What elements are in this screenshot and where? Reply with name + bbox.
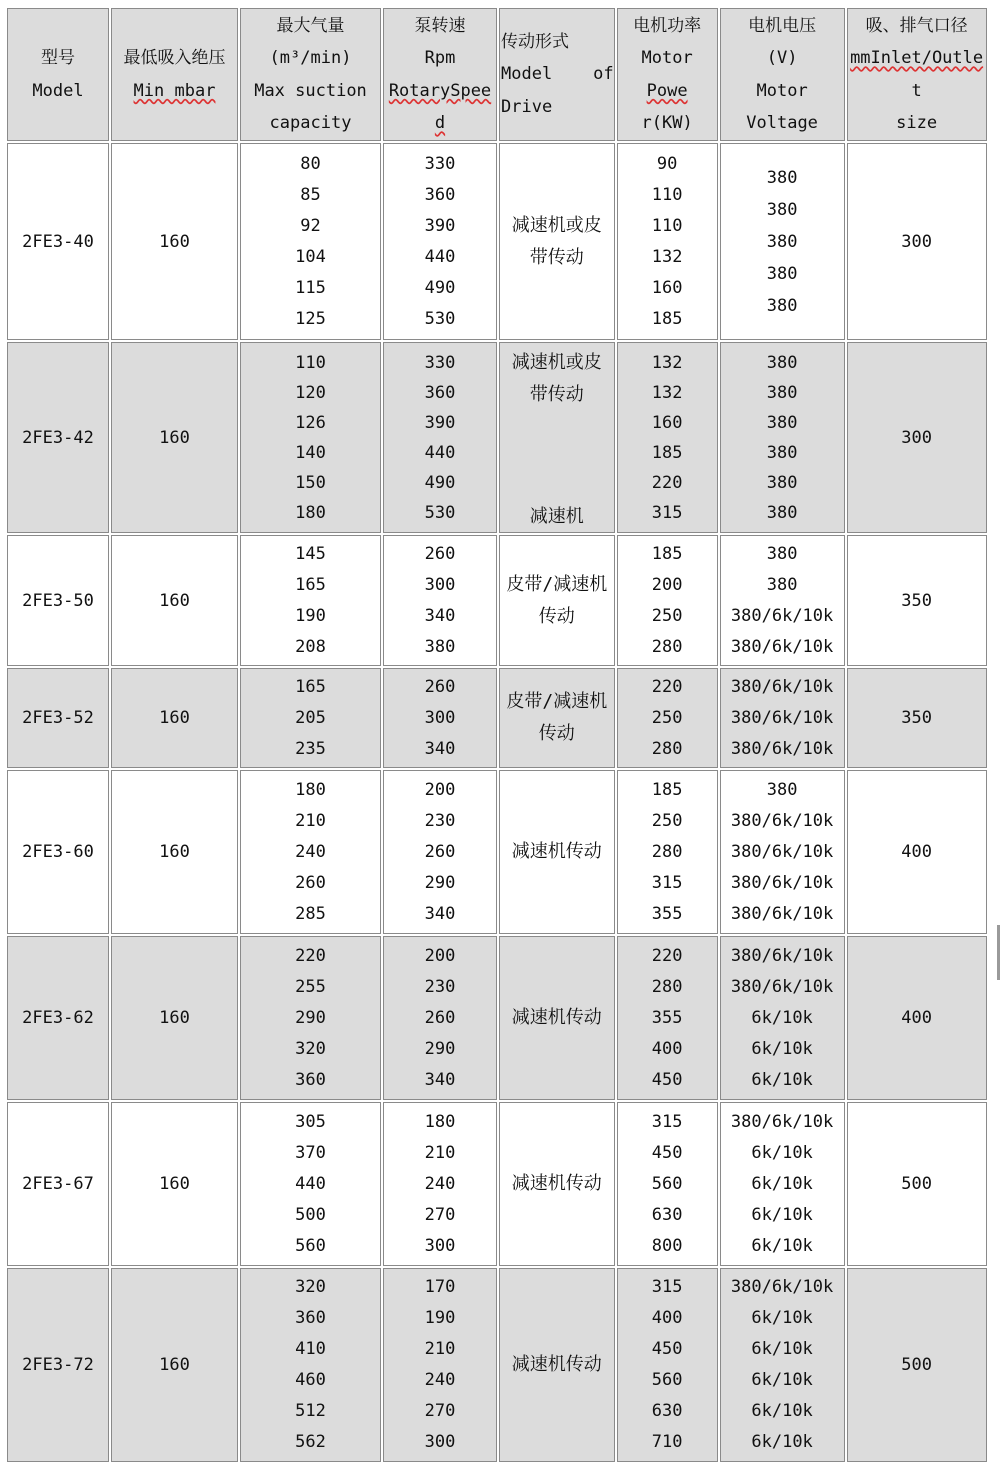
power-cell-value: 132: [651, 352, 683, 373]
power-cell-value: 630: [651, 1401, 683, 1421]
speed-cell-value: 300: [424, 707, 456, 728]
power-cell-value: 132: [651, 246, 683, 267]
pressure-cell: 160: [111, 535, 238, 666]
header-speed-en2: d: [434, 113, 446, 133]
voltage-cell-value: 380: [766, 167, 798, 188]
power-cell: [617, 535, 718, 666]
header-power-cn: 电机功率: [633, 15, 702, 36]
power-cell-value: 110: [651, 215, 683, 236]
speed-cell-value: 490: [424, 277, 456, 298]
power-cell-value: 630: [651, 1204, 683, 1225]
voltage-cell-value: 380/6k/10k: [730, 676, 834, 697]
voltage-cell-value: 6k/10k: [751, 1173, 813, 1194]
speed-cell-value: 490: [424, 472, 456, 493]
header-capacity-en: Max suction: [254, 80, 367, 101]
power-cell: [617, 668, 718, 768]
speed-cell-value: 340: [424, 903, 456, 924]
pressure-cell: 160: [111, 770, 238, 934]
voltage-cell-value: 380/6k/10k: [730, 841, 834, 862]
capacity-cell-value: 285: [295, 903, 326, 924]
capacity-cell: [240, 342, 381, 533]
drive-cell: [499, 535, 615, 666]
port-cell: 500: [847, 1268, 987, 1462]
speed-cell-value: 230: [424, 810, 456, 831]
speed-cell-value: 210: [424, 1142, 456, 1163]
capacity-cell-value: 110: [295, 352, 326, 373]
voltage-cell-value: 380/6k/10k: [730, 810, 834, 831]
capacity-cell-value: 410: [295, 1339, 326, 1359]
header-voltage-cn: 电机电压: [748, 15, 817, 36]
voltage-cell-value: 380/6k/10k: [730, 707, 834, 728]
capacity-cell-value: 240: [295, 841, 326, 862]
power-cell-value: 450: [651, 1339, 683, 1359]
speed-cell-value: 260: [424, 676, 456, 697]
power-cell-value: 400: [651, 1308, 683, 1328]
voltage-cell: [720, 770, 845, 934]
speed-cell-value: 270: [424, 1204, 456, 1225]
drive-cell: [499, 342, 615, 533]
model-cell: 2FE3-50: [7, 535, 109, 666]
speed-cell: [383, 535, 497, 666]
power-cell-value: 110: [651, 184, 683, 205]
voltage-cell-value: 380: [766, 199, 798, 220]
table-header: [7, 8, 987, 141]
power-cell-value: 220: [651, 945, 683, 966]
capacity-cell-value: 210: [295, 810, 326, 831]
header-port-en2: t: [911, 80, 922, 101]
power-cell-value: 280: [651, 841, 683, 862]
speed-cell-value: 290: [424, 872, 456, 893]
voltage-cell-value: 380: [766, 352, 798, 373]
header-drive: [499, 8, 615, 141]
header-model: [7, 8, 109, 141]
voltage-cell-value: 380/6k/10k: [730, 976, 834, 997]
port-cell: 300: [847, 143, 987, 340]
header-min-pressure-en: Min mbar: [133, 80, 216, 101]
capacity-cell: [240, 668, 381, 768]
speed-cell-value: 270: [424, 1401, 456, 1421]
header-port-en: mmInlet/Outle: [850, 48, 984, 68]
speed-cell-value: 330: [424, 352, 456, 373]
drive-text: 皮带/减速机传动: [506, 573, 608, 627]
capacity-cell-value: 220: [295, 945, 326, 966]
capacity-cell-value: 180: [295, 779, 326, 800]
drive-text: 减速机传动: [511, 1173, 602, 1194]
header-voltage-en: Motor: [756, 80, 808, 101]
header-drive-cn: 传动形式: [501, 31, 569, 52]
power-cell-value: 185: [651, 543, 683, 564]
speed-cell-value: 170: [424, 1277, 456, 1297]
speed-cell-value: 260: [424, 1007, 456, 1028]
voltage-cell-value: 6k/10k: [751, 1370, 813, 1390]
drive-cell: [499, 1268, 615, 1462]
voltage-cell: [720, 143, 845, 340]
capacity-cell: [240, 535, 381, 666]
capacity-cell-value: 460: [295, 1370, 326, 1390]
voltage-cell-value: 380/6k/10k: [730, 1277, 834, 1297]
model-cell: 2FE3-60: [7, 770, 109, 934]
speed-cell-value: 180: [424, 1111, 456, 1132]
power-cell-value: 250: [651, 707, 683, 728]
table-row: [7, 1102, 987, 1266]
capacity-cell-value: 150: [295, 472, 326, 493]
drive-cell: [499, 668, 615, 768]
capacity-cell-value: 290: [295, 1007, 326, 1028]
capacity-cell-value: 208: [295, 636, 326, 657]
capacity-cell-value: 260: [295, 872, 326, 893]
header-model-en: Model: [32, 80, 84, 101]
speed-cell-value: 360: [424, 382, 456, 403]
header-voltage-unit: (V): [766, 48, 798, 68]
capacity-cell-value: 126: [295, 412, 326, 433]
power-cell-value: 280: [651, 738, 683, 759]
speed-cell: [383, 936, 497, 1100]
speed-cell-value: 360: [424, 184, 456, 205]
power-cell-value: 250: [651, 810, 683, 831]
voltage-cell-value: 380/6k/10k: [730, 872, 834, 893]
capacity-cell: [240, 1102, 381, 1266]
voltage-cell-value: 6k/10k: [751, 1308, 813, 1328]
capacity-cell-value: 92: [300, 215, 321, 236]
voltage-cell-value: 380/6k/10k: [730, 636, 834, 657]
capacity-cell: [240, 936, 381, 1100]
power-cell-value: 560: [651, 1173, 683, 1194]
capacity-cell-value: 370: [295, 1142, 326, 1163]
voltage-cell-value: 6k/10k: [751, 1038, 813, 1059]
model-cell: 2FE3-52: [7, 668, 109, 768]
model-cell: 2FE3-67: [7, 1102, 109, 1266]
power-cell-value: 450: [651, 1142, 683, 1163]
power-cell-value: 200: [651, 574, 683, 595]
speed-cell-value: 340: [424, 605, 456, 626]
speed-cell-value: 190: [424, 1308, 456, 1328]
voltage-cell: [720, 668, 845, 768]
voltage-cell-value: 380/6k/10k: [730, 605, 834, 626]
voltage-cell-value: 380/6k/10k: [730, 903, 834, 924]
voltage-cell: [720, 535, 845, 666]
voltage-cell-value: 380: [766, 231, 798, 252]
port-cell: 350: [847, 535, 987, 666]
power-cell-value: 220: [651, 472, 683, 493]
table-row: [7, 143, 987, 340]
capacity-cell-value: 512: [295, 1401, 326, 1421]
power-cell-value: 355: [651, 903, 683, 924]
speed-cell-value: 230: [424, 976, 456, 997]
speed-cell-value: 240: [424, 1370, 456, 1390]
speed-cell-value: 390: [424, 215, 456, 236]
capacity-cell-value: 120: [295, 382, 326, 403]
voltage-cell-value: 380: [766, 472, 798, 493]
power-cell: [617, 936, 718, 1100]
speed-cell-value: 530: [424, 308, 456, 329]
capacity-cell-value: 140: [295, 442, 326, 463]
capacity-cell-value: 165: [295, 574, 326, 595]
power-cell: [617, 1268, 718, 1462]
capacity-cell-value: 305: [295, 1111, 326, 1132]
header-drive-en2: Drive: [501, 96, 553, 117]
power-cell-value: 280: [651, 636, 683, 657]
voltage-cell-value: 380/6k/10k: [730, 945, 834, 966]
drive-text: 减速机或皮带传动: [511, 352, 602, 405]
capacity-cell-value: 190: [295, 605, 326, 626]
capacity-cell-value: 360: [295, 1069, 326, 1090]
power-cell-value: 160: [651, 277, 683, 298]
speed-cell-value: 200: [424, 779, 456, 800]
voltage-cell: [720, 1102, 845, 1266]
model-cell: 2FE3-62: [7, 936, 109, 1100]
capacity-cell-value: 235: [295, 738, 326, 759]
pressure-cell: 160: [111, 936, 238, 1100]
header-capacity-en2: capacity: [269, 113, 352, 133]
speed-cell-value: 260: [424, 543, 456, 564]
header-model-cn: 型号: [41, 48, 75, 68]
capacity-cell: [240, 1268, 381, 1462]
port-cell: 400: [847, 936, 987, 1100]
power-cell-value: 280: [651, 976, 683, 997]
speed-cell-value: 330: [424, 153, 456, 174]
speed-cell-value: 210: [424, 1339, 456, 1359]
pressure-cell: 160: [111, 342, 238, 533]
model-cell: 2FE3-42: [7, 342, 109, 533]
speed-cell-value: 240: [424, 1173, 456, 1194]
power-cell-value: 132: [651, 382, 683, 403]
drive-cell: [499, 1102, 615, 1266]
power-cell-value: 560: [651, 1370, 683, 1390]
voltage-cell: [720, 1268, 845, 1462]
drive-text: 减速机或皮带传动: [511, 214, 602, 268]
power-cell-value: 315: [651, 1111, 683, 1132]
capacity-cell: [240, 143, 381, 340]
header-power-en2: Powe: [646, 80, 688, 101]
pressure-cell: 160: [111, 668, 238, 768]
capacity-cell-value: 205: [295, 707, 326, 728]
speed-cell-value: 290: [424, 1038, 456, 1059]
drive-text: 减速机传动: [511, 1354, 602, 1375]
voltage-cell-value: 6k/10k: [751, 1142, 813, 1163]
speed-cell: [383, 342, 497, 533]
power-cell-value: 315: [651, 1277, 683, 1297]
table-row: [7, 1268, 987, 1462]
speed-cell-value: 530: [424, 502, 456, 523]
voltage-cell-value: 6k/10k: [751, 1069, 813, 1090]
capacity-cell-value: 145: [295, 543, 326, 564]
capacity-cell-value: 125: [295, 308, 326, 329]
drive-text: 皮带/减速机传动: [506, 691, 608, 744]
voltage-cell-value: 380: [766, 779, 798, 800]
model-cell: 2FE3-40: [7, 143, 109, 340]
capacity-cell-value: 180: [295, 502, 326, 523]
capacity-cell-value: 80: [300, 153, 321, 174]
capacity-cell-value: 440: [295, 1173, 326, 1194]
voltage-cell-value: 380/6k/10k: [730, 1111, 834, 1132]
header-voltage: [720, 8, 845, 141]
power-cell-value: 800: [651, 1235, 683, 1256]
capacity-cell-value: 165: [295, 676, 326, 697]
drive-cell: [499, 770, 615, 934]
voltage-cell-value: 380: [766, 263, 798, 284]
capacity-cell: [240, 770, 381, 934]
drive-cell: [499, 143, 615, 340]
header-capacity-cn: 最大气量: [276, 15, 345, 36]
capacity-cell-value: 500: [295, 1204, 326, 1225]
power-cell-value: 185: [651, 308, 683, 329]
capacity-cell-value: 560: [295, 1235, 326, 1256]
speed-cell-value: 300: [424, 1432, 456, 1452]
table-row: [7, 342, 987, 533]
power-cell-value: 315: [651, 872, 683, 893]
table-row: [7, 770, 987, 934]
capacity-cell-value: 255: [295, 976, 326, 997]
power-cell-value: 250: [651, 605, 683, 626]
capacity-cell-value: 115: [295, 277, 326, 298]
capacity-cell-value: 320: [295, 1277, 326, 1297]
header-power: [617, 8, 718, 141]
header-port: [847, 8, 987, 141]
speed-cell-value: 340: [424, 1069, 456, 1090]
voltage-cell-value: 6k/10k: [751, 1204, 813, 1225]
header-speed: [383, 8, 497, 141]
speed-cell-value: 300: [424, 574, 456, 595]
power-cell-value: 185: [651, 779, 683, 800]
power-cell: [617, 143, 718, 340]
header-min-pressure: [111, 8, 238, 141]
drive-text: 减速机传动: [511, 1007, 602, 1028]
header-port-cn: 吸、排气口径: [865, 15, 968, 36]
voltage-cell-value: 380: [766, 502, 798, 523]
port-cell: 400: [847, 770, 987, 934]
power-cell-value: 400: [651, 1038, 683, 1059]
capacity-cell-value: 320: [295, 1038, 326, 1059]
voltage-cell-value: 380: [766, 442, 798, 463]
capacity-cell-value: 360: [295, 1308, 326, 1328]
capacity-cell-value: 562: [295, 1432, 326, 1452]
speed-cell-value: 440: [424, 246, 456, 267]
voltage-cell-value: 380: [766, 543, 798, 564]
header-speed-cn: 泵转速: [414, 15, 466, 36]
header-capacity-unit: (m³/min): [269, 48, 352, 68]
voltage-cell-value: 380: [766, 412, 798, 433]
power-cell-value: 90: [656, 153, 678, 174]
power-cell: [617, 770, 718, 934]
power-cell-value: 710: [651, 1432, 683, 1452]
header-speed-en: RotarySpee: [388, 80, 492, 101]
speed-cell-value: 440: [424, 442, 456, 463]
power-cell: [617, 342, 718, 533]
header-voltage-en2: Voltage: [746, 113, 818, 133]
capacity-cell-value: 104: [295, 246, 326, 267]
voltage-cell: [720, 342, 845, 533]
voltage-cell-value: 6k/10k: [751, 1432, 813, 1452]
power-cell: [617, 1102, 718, 1266]
voltage-cell: [720, 936, 845, 1100]
drive-text-secondary: 减速机: [529, 506, 584, 527]
speed-cell: [383, 668, 497, 768]
header-speed-unit: Rpm: [424, 48, 456, 68]
header-capacity: [240, 8, 381, 141]
speed-cell: [383, 1268, 497, 1462]
voltage-cell-value: 6k/10k: [751, 1401, 813, 1421]
table-row: [7, 535, 987, 666]
drive-text: 减速机传动: [511, 841, 602, 862]
table-row: [7, 936, 987, 1100]
header-power-en: Motor: [641, 48, 693, 68]
model-cell: 2FE3-72: [7, 1268, 109, 1462]
power-cell-value: 160: [651, 412, 683, 433]
pressure-cell: 160: [111, 1102, 238, 1266]
speed-cell: [383, 143, 497, 340]
pressure-cell: 160: [111, 143, 238, 340]
power-cell-value: 450: [651, 1069, 683, 1090]
power-cell-value: 355: [651, 1007, 683, 1028]
table-body: [7, 143, 987, 1462]
pump-spec-table: [5, 6, 989, 1464]
voltage-cell-value: 6k/10k: [751, 1339, 813, 1359]
power-cell-value: 315: [651, 502, 683, 523]
port-cell: 500: [847, 1102, 987, 1266]
voltage-cell-value: 6k/10k: [751, 1007, 813, 1028]
voltage-cell-value: 6k/10k: [751, 1235, 813, 1256]
speed-cell-value: 300: [424, 1235, 456, 1256]
header-drive-en: Model of: [501, 64, 614, 85]
table-row: [7, 668, 987, 768]
pressure-cell: 160: [111, 1268, 238, 1462]
header-power-unit: r(KW): [641, 113, 693, 133]
voltage-cell-value: 380/6k/10k: [730, 738, 834, 759]
voltage-cell-value: 380: [766, 382, 798, 403]
voltage-cell-value: 380: [766, 574, 798, 595]
port-cell: 300: [847, 342, 987, 533]
speed-cell-value: 200: [424, 945, 456, 966]
speed-cell: [383, 1102, 497, 1266]
header-min-pressure-cn: 最低吸入绝压: [123, 48, 226, 68]
drive-cell: [499, 936, 615, 1100]
header-port-en3: size: [896, 113, 938, 133]
speed-cell-value: 380: [424, 636, 456, 657]
speed-cell-value: 340: [424, 738, 456, 759]
capacity-cell-value: 85: [300, 184, 321, 205]
power-cell-value: 220: [651, 676, 683, 697]
speed-cell: [383, 770, 497, 934]
power-cell-value: 185: [651, 442, 683, 463]
port-cell: 350: [847, 668, 987, 768]
speed-cell-value: 260: [424, 841, 456, 862]
voltage-cell-value: 380: [766, 295, 798, 316]
speed-cell-value: 390: [424, 412, 456, 433]
